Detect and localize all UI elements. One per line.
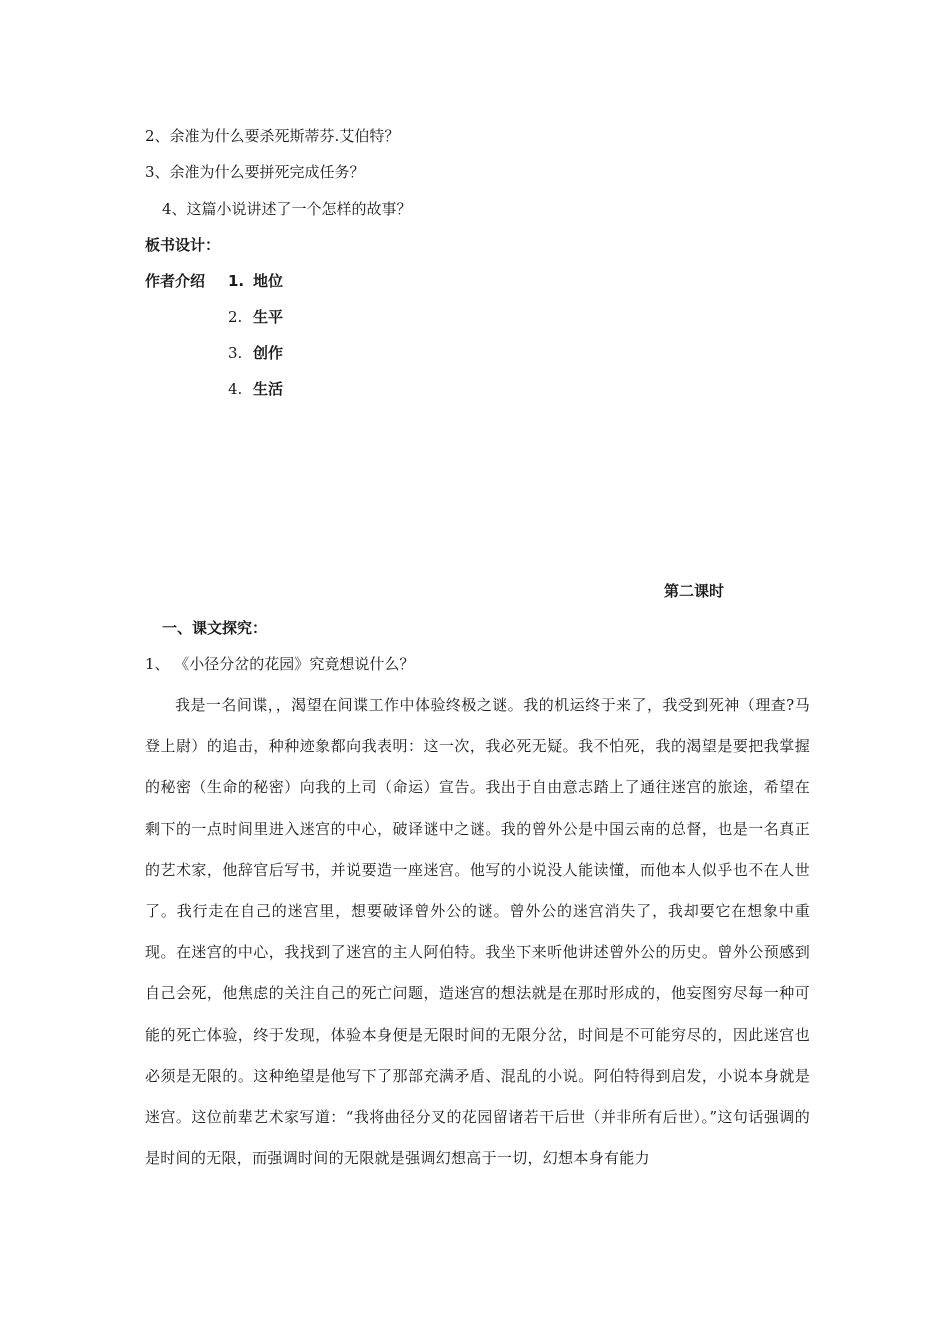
question-4: 4、这篇小说讲述了一个怎样的故事？ (162, 200, 412, 218)
question-1: 1、 《小径分岔的花园》究竟想说什么？ (145, 655, 415, 673)
outline-label: 地位 (253, 272, 284, 290)
board-design-topic: 作者介绍 (145, 272, 206, 290)
board-design-heading: 板书设计： (145, 236, 221, 254)
question-2: 2、余准为什么要杀死斯蒂芬.艾伯特？ (145, 127, 400, 145)
outline-label: 生活 (253, 380, 284, 398)
body-paragraph: 我是一名间谍，，渴望在间谍工作中体验终极之谜。我的机运终于来了，我受到死神（理查?马登上尉）的追击，种种迹象都向我表明：这一次，我必死无疑。我不怕死，我的渴望是要把我掌握的秘密（生命的秘密）向我的上司（命运）宣告。我出于自由意志踏上了通往迷宫的旅途，希望在剩下的一点时间里进入迷宫的中心，破译谜中之谜。我的曾外公是中国云南的总督，也是一名真正的艺术家，他辞官后写书，并说要造一座迷宫。他写的小说没人能读懂，而他本人似乎也不在人世了。我行走在自己的迷宫里，想要破译曾外公的谜。曾外公的迷宫消失了，我却要它在想象中重现。在迷宫的中心，我找到了迷宫的主人阿伯特。我坐下来听他讲述曾外公的历史。曾外公预感到自己会死，他焦虑的关注自己的死亡问题，造迷宫的想法就是在那时形成的，他妄图穷尽每一种可能的死亡体验，终于发现，体验本身便是无限时间的无限分岔，时间是不可能穷尽的，因此迷宫也必须是无限的。这种绝望是他写下了那部充满矛盾、混乱的小说。阿伯特得到启发，小说本身就是迷宫。这位前辈艺术家写道：“我将曲径分叉的花园留诸若干后世（并非所有后世）。”这句话强调的是时间的无限，而强调时间的无限就是强调幻想高于一切，幻想本身有能力 (145, 696, 810, 1168)
outline-number: 4. (228, 380, 243, 398)
lesson-two-title: 第二课时 (664, 582, 725, 600)
section-heading: 一、课文探究： (162, 619, 268, 637)
outline-number: 3. (228, 344, 243, 362)
question-3: 3、余准为什么要拼死完成任务？ (145, 163, 365, 181)
outline-label: 生平 (253, 308, 284, 326)
outline-number: 1. (228, 272, 245, 290)
outline-number: 2. (228, 308, 243, 326)
outline-label: 创作 (253, 344, 284, 362)
